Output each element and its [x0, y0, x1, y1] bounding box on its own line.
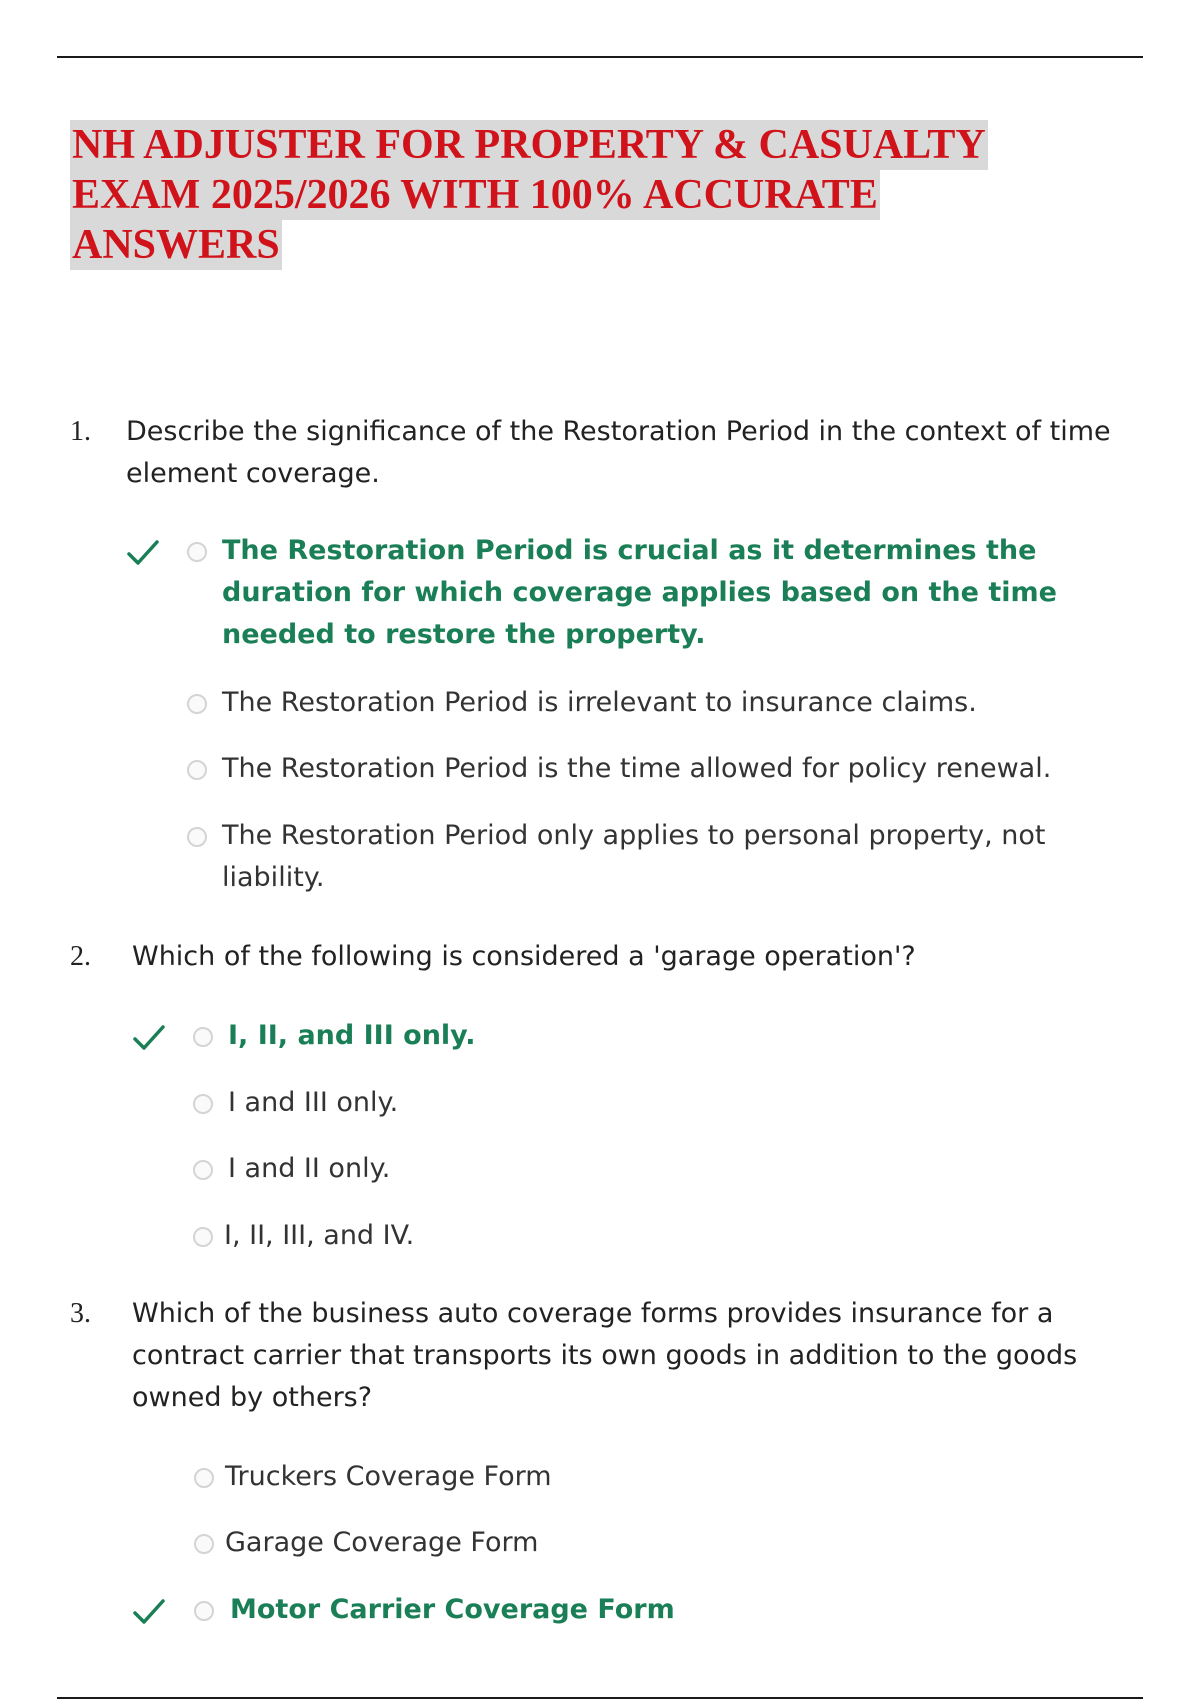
radio-button[interactable]: [194, 1601, 214, 1621]
title-line-3: ANSWERS: [72, 222, 280, 268]
question-number: 3.: [70, 1298, 91, 1329]
option-text: The Restoration Period is the time allowed for policy renewal.: [222, 753, 1052, 784]
radio-button[interactable]: [193, 1160, 213, 1180]
checkmark-icon: [132, 1021, 166, 1055]
checkmark-icon: [132, 1595, 166, 1629]
option-text: The Restoration Period only applies to personal property, not liability.: [222, 820, 1046, 893]
checkmark-icon: [126, 536, 160, 570]
option-text: I, II, III, and IV.: [224, 1220, 415, 1251]
option-text: Motor Carrier Coverage Form: [230, 1594, 675, 1625]
radio-button[interactable]: [193, 1027, 213, 1047]
radio-button[interactable]: [187, 760, 207, 780]
question-number: 1.: [70, 416, 91, 447]
option-text: I and III only.: [228, 1087, 399, 1118]
option-text: Truckers Coverage Form: [225, 1461, 552, 1492]
option-text: I and II only.: [228, 1153, 391, 1184]
question-text: Which of the following is considered a 'garage operation'?: [132, 941, 916, 972]
radio-button[interactable]: [194, 1534, 214, 1554]
radio-button[interactable]: [187, 694, 207, 714]
radio-button[interactable]: [194, 1468, 214, 1488]
top-rule: [57, 56, 1143, 58]
question-number: 2.: [70, 941, 91, 972]
document-title: [70, 120, 1070, 270]
title-line-1: NH ADJUSTER FOR PROPERTY & CASUALTY: [72, 122, 986, 168]
option-text: I, II, and III only.: [228, 1020, 476, 1051]
title-line-2: EXAM 2025/2026 WITH 100% ACCURATE: [72, 172, 878, 218]
question-text: Describe the significance of the Restoration Period in the context of time element coverage.: [126, 416, 1111, 489]
radio-button[interactable]: [187, 827, 207, 847]
question-text: Which of the business auto coverage forms provides insurance for a contract carrier that transports its own goods in addition to the goods owned by others?: [132, 1298, 1078, 1413]
radio-button[interactable]: [193, 1094, 213, 1114]
option-text: Garage Coverage Form: [225, 1527, 539, 1558]
radio-button[interactable]: [187, 542, 207, 562]
option-text: The Restoration Period is irrelevant to insurance claims.: [222, 687, 977, 718]
option-text: The Restoration Period is crucial as it determines the duration for which coverage applies based on the time needed to restore the property.: [222, 535, 1057, 650]
radio-button[interactable]: [193, 1227, 213, 1247]
bottom-rule: [57, 1697, 1143, 1699]
